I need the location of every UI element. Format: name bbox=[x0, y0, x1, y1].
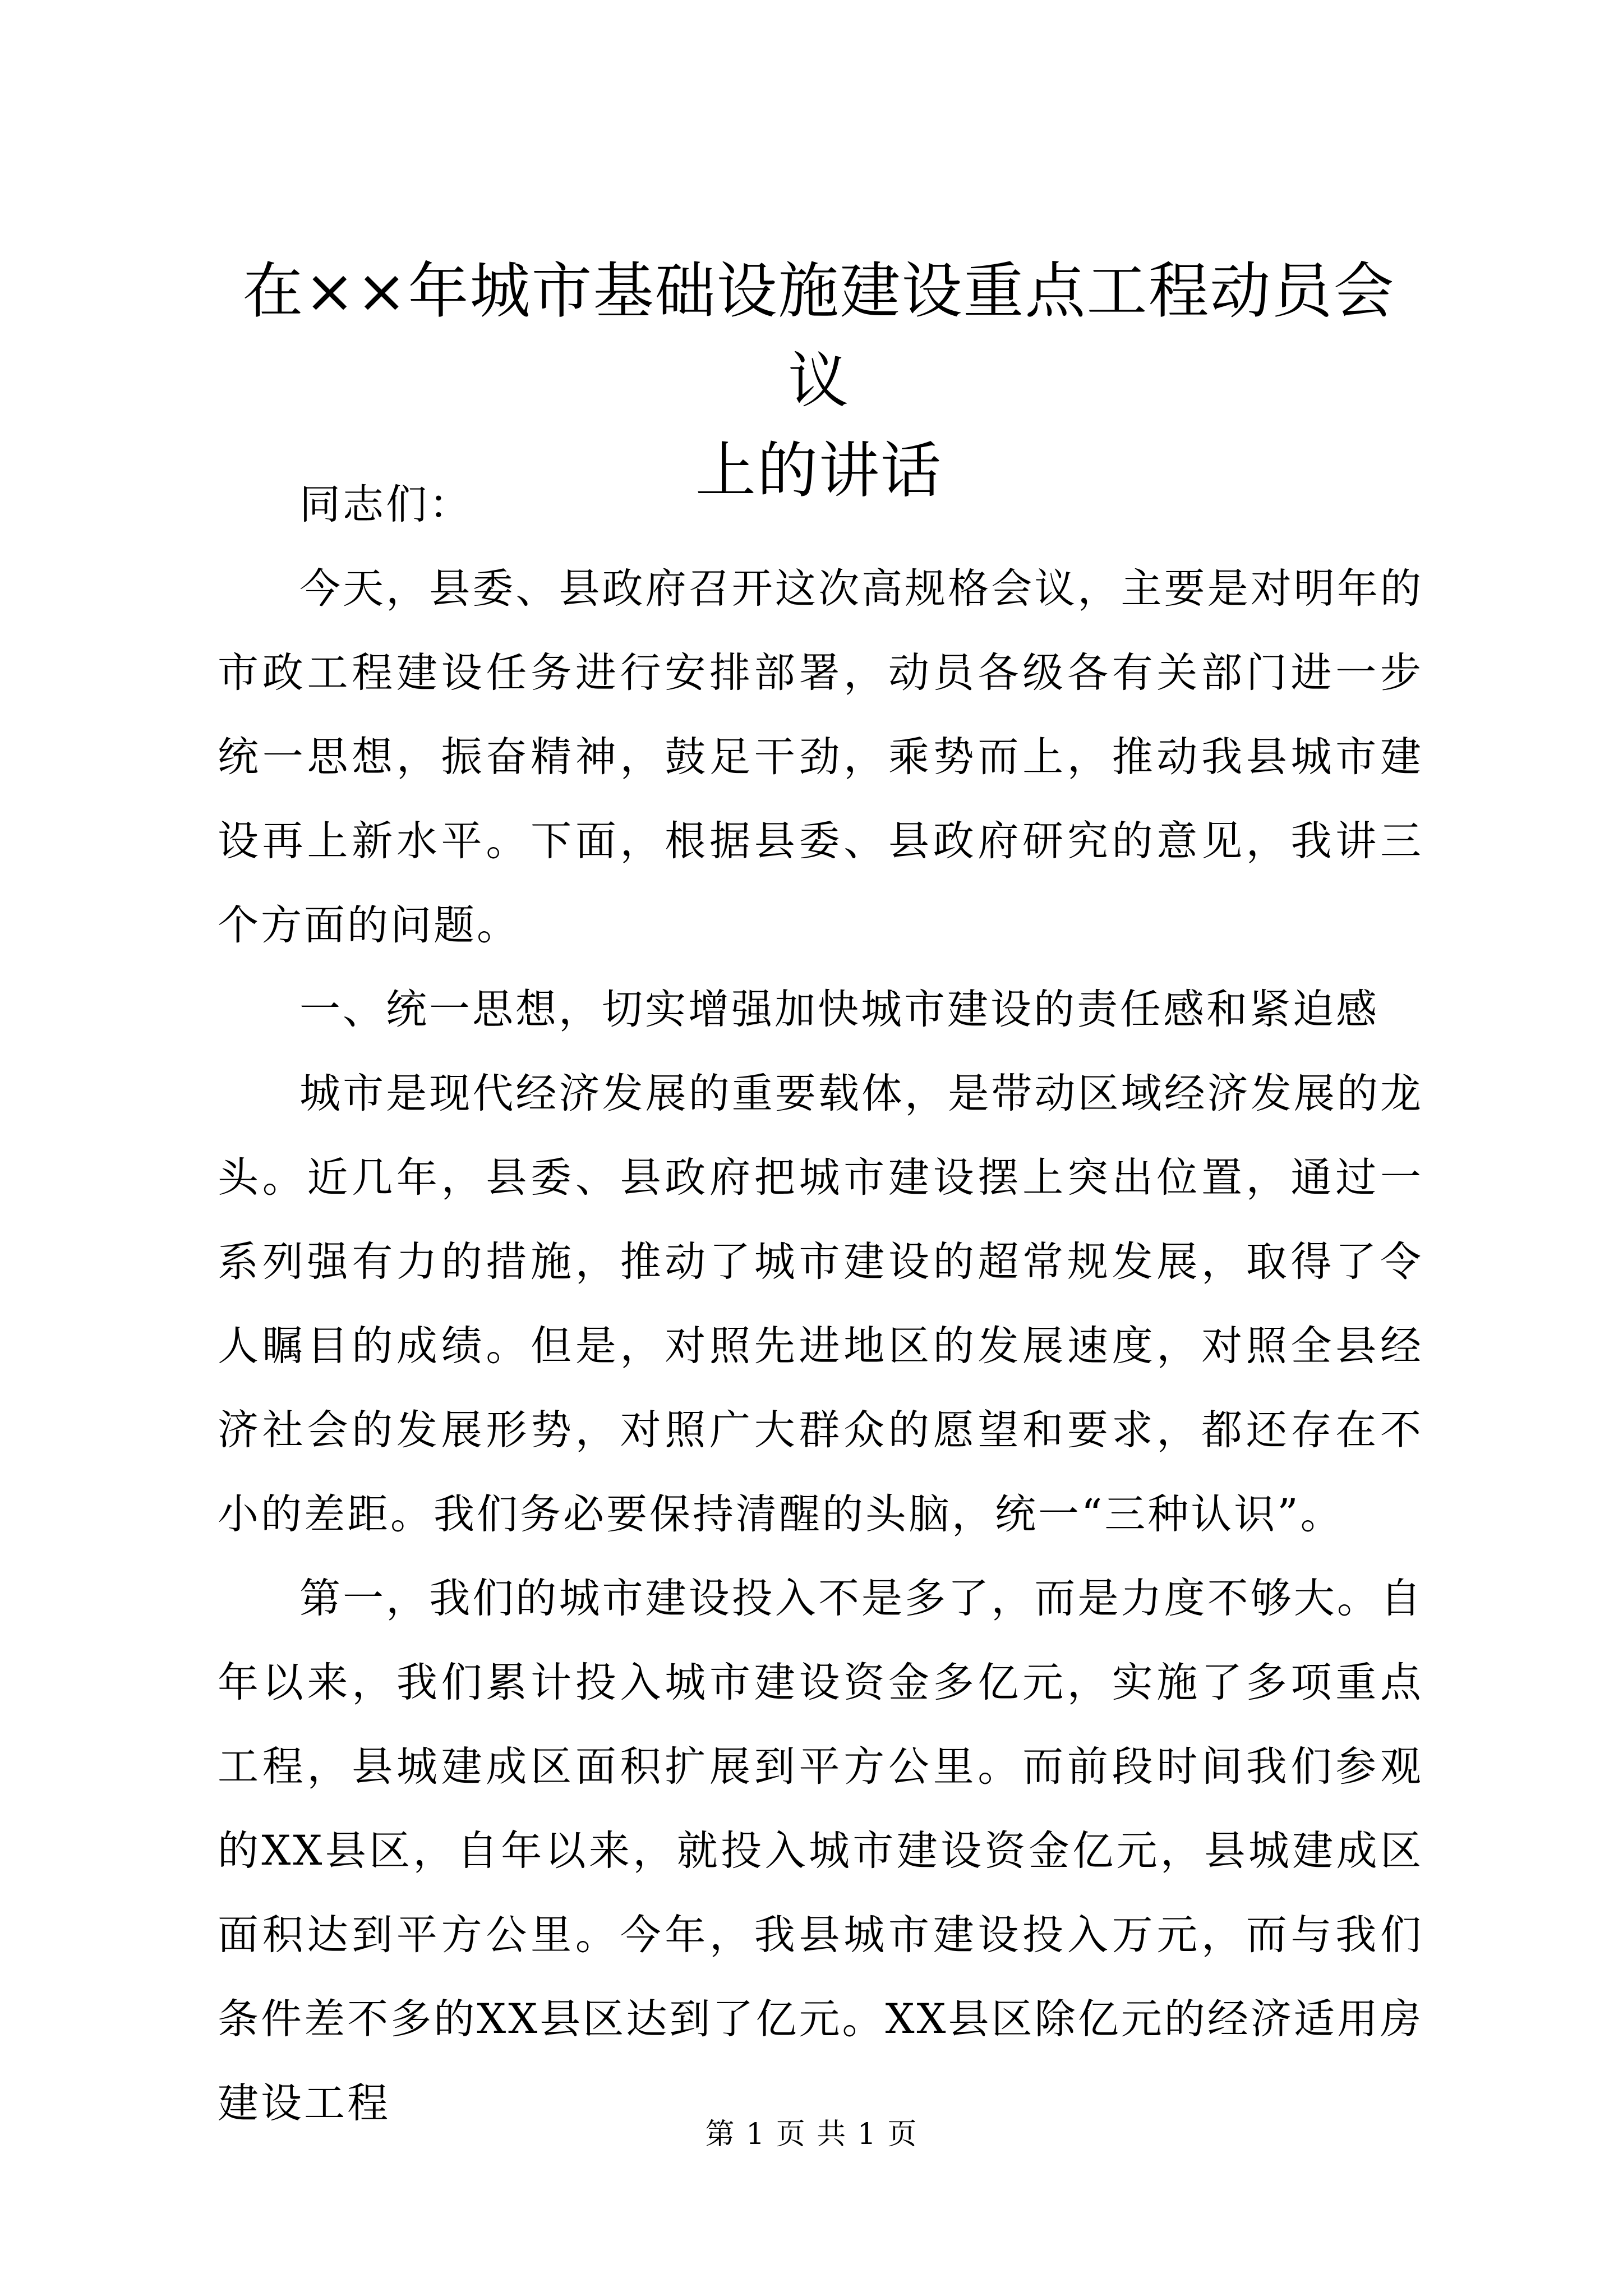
document-body bbox=[218, 463, 1423, 2146]
title-line-1: 在××年城市基础设施建设重点工程动员会议 bbox=[242, 256, 1395, 416]
title-line-2: 上的讲话 bbox=[695, 436, 942, 506]
salutation: 同志们： bbox=[299, 481, 472, 528]
paragraph-intro: 今天，县委、县政府召开这次高规格会议，主要是对明年的市政工程建设任务进行安排部署，动员各级各有关部门进一步统一思想，振奋精神，鼓足干劲，乘势而上，推动我县城市建设再上新水平。下面，根据县委、县政府研究的意见，我讲三个方面的问题。 bbox=[218, 565, 1423, 949]
section-heading-1: 一、统一思想，切实增强加快城市建设的责任感和紧迫感 bbox=[299, 986, 1379, 1033]
paragraph-investment: 第一，我们的城市建设投入不是多了，而是力度不够大。自年以来，我们累计投入城市建设资金多亿元，实施了多项重点工程，县城建成区面积扩展到平方公里。而前段时间我们参观的XX县区，自年以来，就投入城市建设资金亿元，县城建成区面积达到平方公里。今年，我县城市建设投入万元，而与我们条件差不多的XX县区达到了亿元。XX县区除亿元的经济适用房建设工程 bbox=[218, 1575, 1423, 2127]
page-footer: 第 1 页 共 1 页 bbox=[705, 2118, 918, 2151]
paragraph-city-carrier: 城市是现代经济发展的重要载体，是带动区域经济发展的龙头。近几年，县委、县政府把城市建设摆上突出位置，通过一系列强有力的措施，推动了城市建设的超常规发展，取得了令人瞩目的成绩。但是，对照先进地区的发展速度，对照全县经济社会的发展形势，对照广大群众的愿望和要求，都还存在不小的差距。我们务必要保持清醒的头脑，统一“三种认识”。 bbox=[218, 1070, 1423, 1538]
